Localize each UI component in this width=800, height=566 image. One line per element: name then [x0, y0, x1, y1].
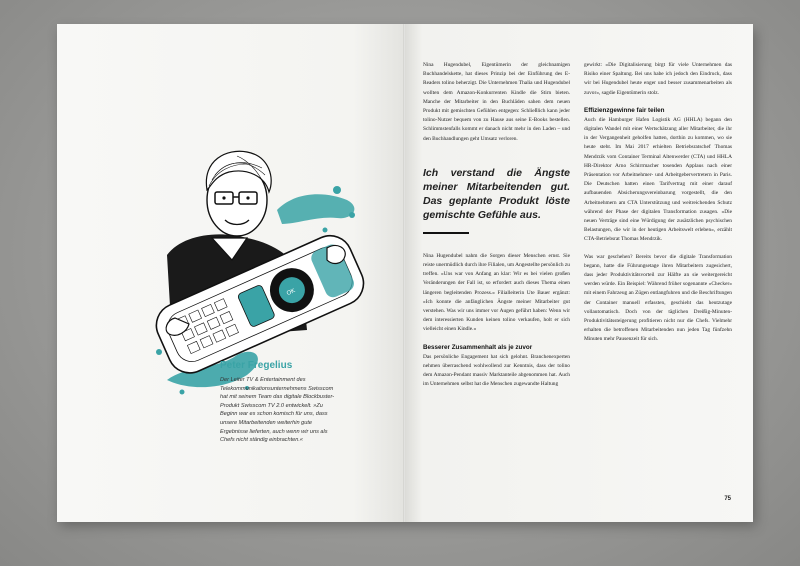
svg-text:OK: OK: [286, 288, 297, 298]
body-paragraph: Auch die Hamburger Hafen Logistik AG (HHLA) begann den digitalen Wandel mit einer Wertschätzung aller Mitarbeiter, die ihr in der Vergangenheit geholfen hatten, dorthin zu kommen, wo sie heute steht. Im Mai 2017 erhielten Betriebsratschef Thomas Mendrzik vom Container Terminal Altenwerder (CTA) und HHLA HR-Direktor Arno Schirrmacher tosenden Applaus nach einer Präsentation vor Arbeitnehmer- und Arbeitgebervertretern in Paris. Die Deutschen hatten einen Tarifvertrag mit einer darauf aufbauenden Absicherungsvereinbarung vorgestellt, die den Arbeitnehmern am CTA Unterstützung und weitreichenden Schutz während der Phase der digitalen Transformation zusagen. »Die neuen Verträge sind eine Würdigung der zusätzlichen psychischen Belastungen, die wir in der heutigen Arbeitswelt erleben«, erzählt CTA-Betriebsrat Thomas Mendrzik.: [584, 116, 732, 243]
body-paragraph: Das persönliche Engagement hat sich gelohnt. Branchenexperten nehmen überraschend wohlwollend zur Kenntnis, dass der tolino dem Amazon-Pendant massiv Marktanteile abgenommen hat. Auch im Unternehmen selbst hat die Menschen zugewandte Haltung: [423, 353, 570, 388]
pull-quote: Ich verstand die Ängste meiner Mitarbeitenden gut. Das geplante Produkt löste gemischte Gefühle aus.: [423, 166, 570, 221]
body-paragraph: gewirkt: »Die Digitalisierung birgt für viele Unternehmen das Risiko einer Spaltung. Bei uns habe ich jedoch den Eindruck, dass wir bei Hugendubel heute enger und besser zusammenarbeiten als zuvor«, sagdie Eigentümerin stolz.: [584, 62, 732, 96]
left-page: [57, 24, 405, 522]
page-number: 75: [724, 496, 731, 502]
intro-paragraph: Nina Hugendubel, Eigentümerin der gleichnamigen Buchhandelskette, hat dieses Prinzip bei der Einführung des E-Readers tolino beherzigt. Die Unternehmen Thalia und Hugendubel wollten dem Amazon-Konkurrenten Kindle die Stirn bieten. Manche der Mitarbeiter in den Buchläden sahen dem neuen Produkt mit gemischten Gefühlen entgegen: Schließlich kann jeder tolino-Nutzer bequem von zu Hause aus seine E-Books bestellen. Schlimmstenfalls kommt er danach nicht mehr in den Laden – und den Buchhandlungen geht Umsatz verloren.: [423, 62, 570, 142]
person-name: Peter Fregelius: [220, 360, 293, 371]
body-paragraph: Was war geschehen? Bereits bevor die digitale Transformation begann, hatte die Führungsetage ihren Mitarbeitern zugesichert, dass jeder Produktivitätsvorteil zur Hälfte an sie weitergereicht werden würde. Ein Beispiel: Während früher sogenannte »Checker« mit einem Fahrzeug an Zügen entlangfuhren und die Beschriftungen der Container manuell erfassten, geschieht das heutzutage vollautomatisch. Doch von der täglichen Dreißig-Minuten-Produktivitätssteigerung profitieren nicht nur die Chefs. Vielmehr erhalten die betroffenen Mitarbeitenden nun jeden Tag fünfzehn Minuten mehr Pausenzeit für sich.: [584, 253, 732, 343]
text-column-1: [423, 61, 570, 389]
right-page: [405, 24, 753, 522]
text-column-2: [584, 61, 732, 345]
body-paragraph: Nina Hugendubel nahm die Sorgen dieser Menschen ernst. Sie reiste unermüdlich durch ihre Filialen, um Angestellte persönlich zu treffen. »Uns war von Anfang an klar: Wir es bei vielen großen Veränderungen der Fall ist, so erfordert auch dieses Thema einen längeren begleitenden Prozess.« Filialleiterin Ute Bauer ergänzt: »Ich konnte die anfänglichen Ängste meiner Mitarbeiter gut verstehen. Was wir uns immer vor Augen geführt haben: Wenn wir dem interessierten Kunden keinen tolino verkaufen, holt er sich vielleicht einen Kindle.«: [423, 252, 570, 333]
open-magazine-spread: [57, 24, 753, 522]
pull-quote-rule: [423, 232, 469, 234]
section-heading: Besserer Zusammenhalt als je zuvor: [423, 343, 533, 351]
person-bio: Der Leiter TV & Entertainment des Telekommunikationsunternehmens Swisscom hat mit seinem Team das digitale Blockbuster-Produkt Swisscom TV 2.0 entwickelt. »Zu Beginn war es schon komisch für uns, dass unsere Mitarbeitenden weiterhin gute Ergebnisse lieferten, auch wenn wir uns als Chefs nicht ständig einbrachten.«: [220, 377, 335, 444]
section-heading: Effizienzgewinne fair teilen: [584, 106, 665, 114]
remote-control-illustration: [97, 120, 387, 400]
